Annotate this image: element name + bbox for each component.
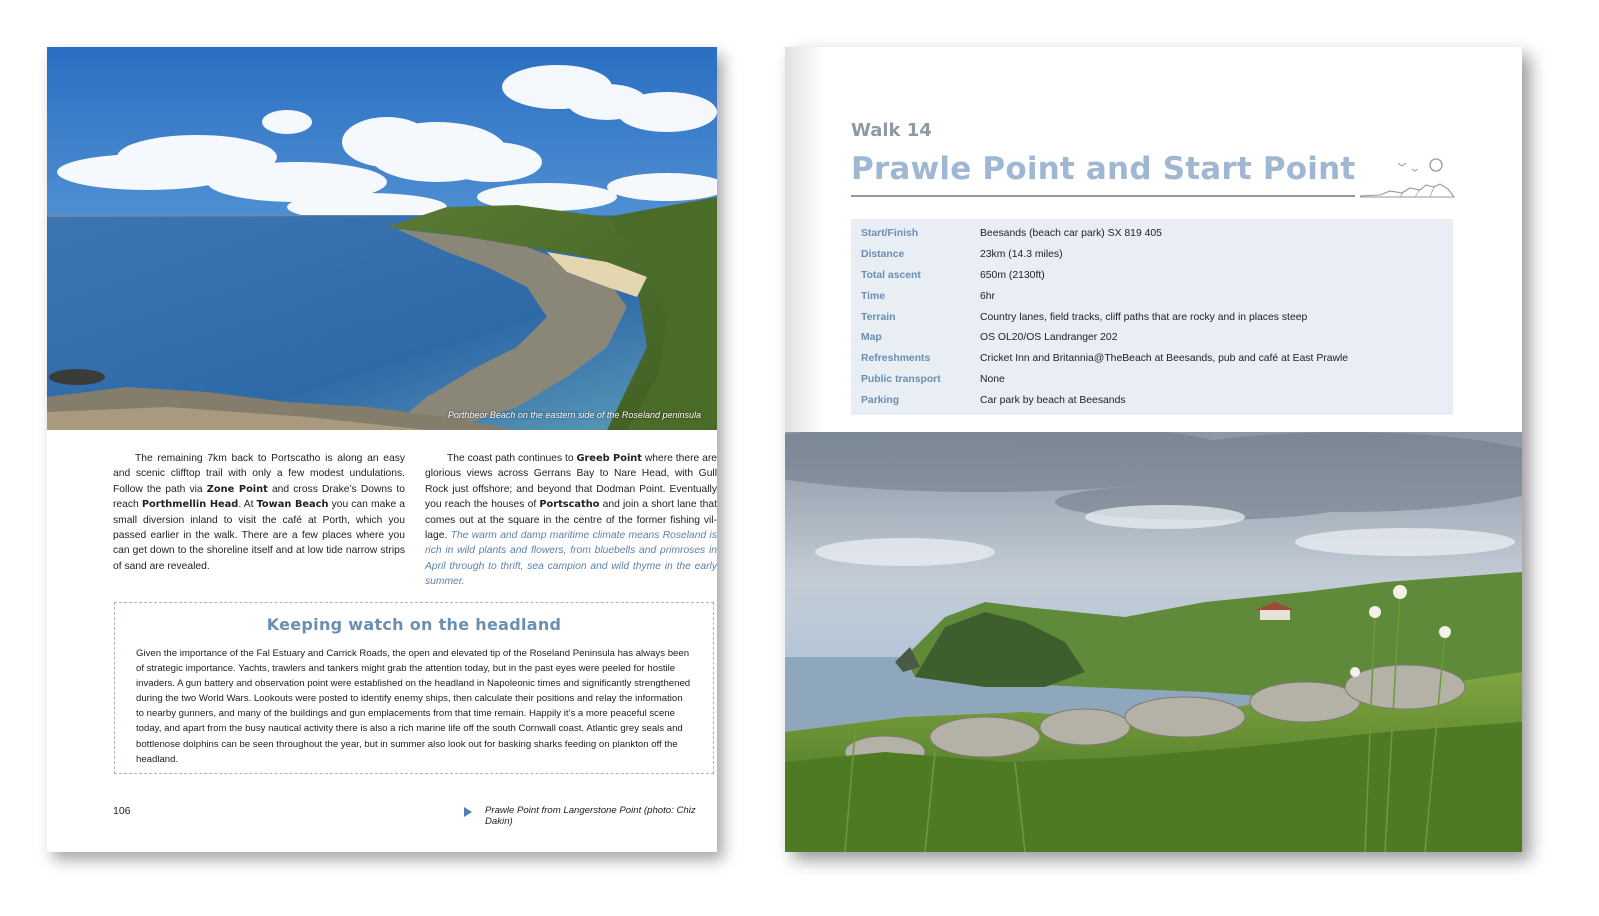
info-key: Public transport (861, 374, 941, 386)
body-column-left (113, 451, 405, 574)
info-key: Refreshments (861, 353, 931, 365)
info-key: Map (861, 332, 882, 344)
info-key: Terrain (861, 311, 896, 323)
walk-title: Prawle Point and Start Point (851, 151, 1356, 187)
left-page (47, 47, 717, 852)
place-name: Towan Beach (256, 499, 329, 511)
info-value: 6hr (980, 290, 996, 302)
info-row (851, 371, 1453, 392)
body-text: . At (238, 499, 257, 511)
info-value: Car park by beach at Beesands (980, 395, 1126, 407)
place-name: Greeb Point (576, 453, 642, 464)
info-value: 650m (2130ft) (980, 269, 1045, 281)
place-name: Zone Point (206, 483, 268, 495)
place-name: Porthmellin Head (141, 499, 239, 511)
walk-number: Walk 14 (851, 120, 932, 141)
info-key: Total ascent (861, 269, 921, 281)
body-column-right (425, 451, 717, 590)
body-text: and join a short lane that comes out at the square in the centre of the former fishing vil-lage. (425, 499, 717, 542)
info-row (851, 309, 1453, 330)
info-row (851, 288, 1453, 309)
prawle-point-photo (785, 432, 1522, 852)
info-value: None (980, 374, 1005, 386)
body-text: The coast path continues to (447, 453, 577, 464)
caption-arrow-icon (464, 807, 472, 817)
sidebar-title: Keeping watch on the headland (266, 615, 562, 634)
info-value: OS OL20/OS Landranger 202 (980, 332, 1118, 344)
page-number: 106 (113, 805, 131, 817)
info-row (851, 329, 1453, 350)
info-value: Country lanes, field tracks, cliff paths that are rocky and in places steep (980, 311, 1308, 323)
info-row (851, 392, 1453, 413)
porthbeor-beach-photo (47, 47, 717, 430)
body-text: where there are glorious views across Gerrans Bay to Nare Head, with Gull Rock just offshore; and beyond that Dodman Point. Eventually you reach the houses of (425, 453, 717, 511)
place-name: Portscatho (539, 499, 600, 511)
info-key: Start/Finish (861, 228, 919, 239)
info-row (851, 267, 1453, 288)
info-row (851, 225, 1453, 246)
info-key: Distance (861, 248, 905, 260)
info-row (851, 246, 1453, 267)
info-value: Cricket Inn and Britannia@TheBeach at Beesands, pub and café at East Prawle (980, 353, 1349, 365)
info-value: Beesands (beach car park) SX 819 405 (980, 228, 1162, 239)
sidebar-box (114, 602, 714, 774)
coast-sketch-icon (1360, 153, 1455, 203)
info-key: Time (861, 290, 886, 302)
info-key: Parking (861, 395, 900, 407)
info-row (851, 350, 1453, 371)
walk-info-table (851, 219, 1453, 415)
facing-photo-caption: Prawle Point from Langerstone Point (photo: Chiz Dakin) (485, 805, 696, 827)
title-rule (851, 195, 1355, 197)
body-text: and cross Drake’s Downs to reach (113, 483, 405, 511)
right-page (785, 47, 1522, 852)
body-text: you can make a small diversion inland to visit the café at Porth, which you passed earlier in the walk. There are a few places where you can get down to the shoreline itself and at low tide narrow strips of sand are revealed. (113, 499, 406, 572)
photo-caption: Porthbeor Beach on the eastern side of the Roseland peninsula (447, 410, 701, 420)
body-text: The remaining 7km back to Portscatho is along an easy and scenic clifftop trail with only a few modest undulations. Follow the path via (113, 453, 405, 495)
italic-note: The warm and damp maritime climate means Roseland is rich in wild plants and flowers, from bluebells and primroses in April through to thrift, sea campion and wild thyme in the early summer. (425, 530, 717, 588)
info-value: 23km (14.3 miles) (980, 248, 1063, 260)
sidebar-text: Given the importance of the Fal Estuary and Carrick Roads, the open and elevated tip of the Roseland Peninsula has always been of strategic importance. Yachts, trawlers and tankers might grab the attention today, but in the past eyes were peeled for hostile invaders. A gun battery and observation point were established on the headland in Napoleonic times and significantly strengthened during the two World Wars. Lookouts were posted to identify enemy ships, then calculate their positions and relay the information to nearby gunners, and many of the buildings and gun emplacements from that time remain. Happily it’s a more peaceful scene today, and apart from the busy nautical activity there is also a rich marine life off the south Cornwall coast. Atlantic grey seals and bottlenose dolphins can be seen throughout the year, but in summer also look out for basking sharks feeding on plankton off the headland. (136, 648, 691, 765)
